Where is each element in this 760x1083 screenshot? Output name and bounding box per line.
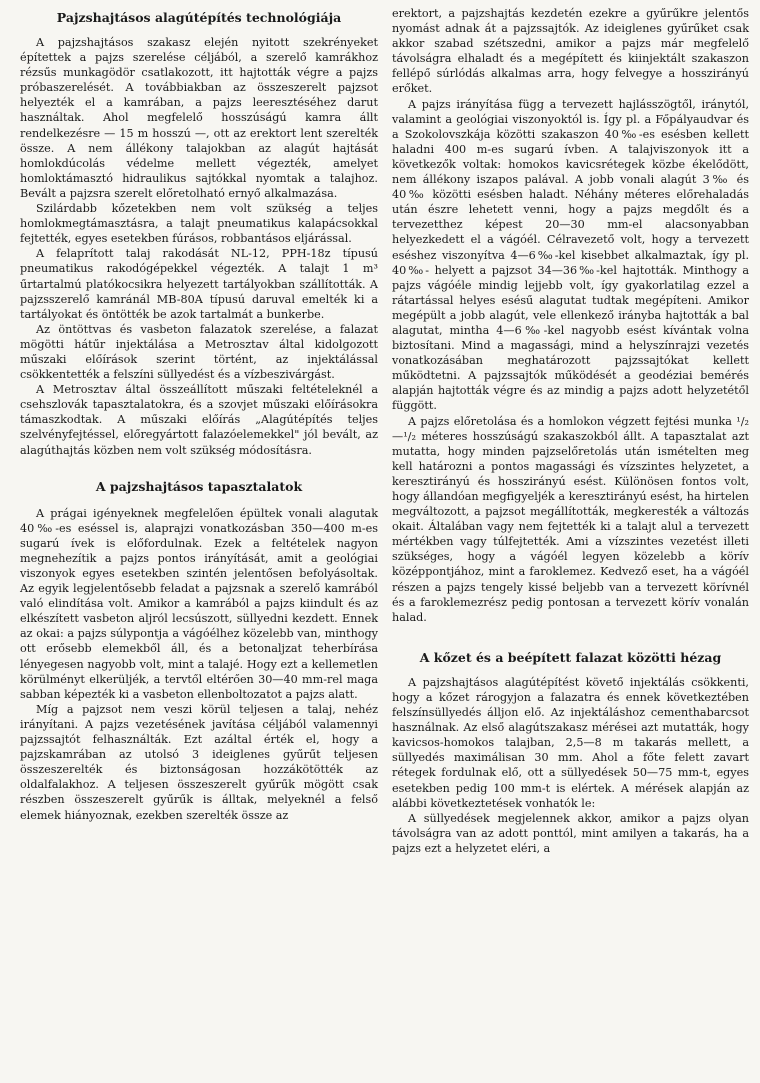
section-heading-experiences: A pajzshajtásos tapasztalatok bbox=[95, 478, 303, 494]
paragraph: A pajzshajtásos alagútépítést követő injektálás csökkenti, hogy a kőzet rárogyjon a falazatra és ennek következtében felszínsüllyedés álljon elő. Az injektáláshoz cementhabarcsot használnak. Az első alagútszakasz mérései azt mutatták, hogy kavicsos-homokos talajban, 2,5—8 m takarás mellett, a süllyedés maximálisan 30 mm. Ahol a főte felett zavart rétegek fordulnak elő, ott a süllyedések 50—75 mm-t, egyes esetekben pedig 100 mm-t is elértek. A mérések alapján az alábbi következtetések vonhatók le: bbox=[392, 675, 749, 810]
right-column bbox=[392, 6, 749, 1083]
paragraph: A pajzs előretolása és a homlokon végzett fejtési munka ¹/₂—¹/₂ méteres hosszúságú szakaszokból állt. A tapasztalat azt mutatta, hogy minden pajzselőretolás után ismételten meg kell határozni a pontos magassági és vízszintes helyzetet, a keresztirányú és hosszirányú esést. Különösen fontos volt, hogy állandóan megfigyeljék a keresztirányú esést, ha hirtelen megváltozott, a pajzsot megállították, megkeresték a változás okait. Általában vagy nem fejtették ki a talajt alul a tervezett mértékben vagy túlfejtették. Ami a vízszintes vezetést illeti szükséges, hogy a vágóél legyen közelebb a körív középpontjához, mint a faroklemez. Kedvező eset, ha a vágóél részen a pajzs tengely kissé beljebb van a tervezett körívnél és a faroklemezrész pedig pontosan a tervezett körív vonalán halad. bbox=[392, 414, 749, 624]
paragraph: Az öntöttvas és vasbeton falazatok szerelése, a falazat mögötti hátűr injektálása a Metrosztav által kidolgozott műszaki előírások szerint történt, az injektálással csökkentették a felszíni süllyedést és a vízbeszivárgást. bbox=[20, 322, 378, 382]
paragraph: A Metrosztav által összeállított műszaki feltételeknél a csehszlovák tapasztalatokra, és a szovjet műszaki előírásokra támaszkodtak. A műszaki előírás „Alagútépítés teljes szelvényfejtéssel, előregyártott falazóelemekkel" jól bevált, az alagúthajtás közben nem volt szükség módosításra. bbox=[20, 383, 378, 457]
paragraph: A süllyedések megjelennek akkor, amikor a pajzs olyan távolságra van az adott ponttól, mint amilyen a takarás, ha a pajzs ezt a helyzetet eléri, a bbox=[392, 811, 749, 855]
paragraph: A pajzs irányítása függ a tervezett hajlásszögtől, iránytól, valamint a geológiai viszonyoktól is. Így pl. a Főpályaudvar és a Szokolovszkája közötti szakaszon 40‰-es esésben kellett haladni 400 m-es sugarú ívben. A talajviszonyok itt a következők voltak: homokos kavicsrétegek közbe ékelődött, nem állékony iszapos palával. A jobb vonali alagút 3‰ és 40‰ közötti esésben haladt. Néhány méteres előrehaladás után észre lehetett venni, hogy a pajzs megdőlt és a tervezetthez képest 20—30 mm-el alacsonyabban helyezkedett el a vágóél. Célravezető volt, hogy a tervezett eséshez viszonyítva 4—6‰-kel kisebbet alkalmaztak, így pl. 40‰- helyett a pajzsot 34—36‰-kel hajtották. Minthogy a pajzs vágóéle mindig lejjebb volt, így gyakorlatilag ezzel a rátartással helyes esésű alagutat tudtak megépíteni. Amikor megépült a jobb alagút, vele ellenkező irányba hajtották a bal alagutat, mintha 4—6‰-kel nagyobb esést kívántak volna biztosítani. Mind a magassági, mind a helyszínrajzi vezetés vonatkozásában meghatározott pajzssajtókat kellett működtetni. A pajzssajtók működését a geodéziai bemérés alapján hajtották végre és az mindig a pajzs adott helyzetétől függött. bbox=[392, 97, 749, 413]
paragraph: A pajzshajtásos szakasz elején nyitott szekrényeket építettek a pajzs szerelése céljából, a szerelő kamrákhoz rézsűs munkagödör csatlakozott, itt hajtották végre a pajzs próbaszerelését. A továbbiakban az összeszerelt pajzsot helyezték el a kamrában, a pajzs leeresztéséhez darut használtak. Ahol megfelelő hosszúságú kamra állt rendelkezésre — 15 m hosszú —, ott az erektort lent szerelték össze. A nem állékony talajokban az alagút hajtását homlokdúcolás védelme mellett végezték, amelyet homloktámasztó hidraulikus sajtókkal nyomtak a talajhoz. Bevált a pajzsra szerelt előretolható ernyő alkalmazása. bbox=[20, 36, 378, 200]
paragraph: Míg a pajzsot nem veszi körül teljesen a talaj, nehéz irányítani. A pajzs vezetésének javítása céljából valamennyi pajzssajtót felhasználták. Ezt azáltal érték el, hogy a pajzskamrában az utolsó 3 ideiglenes gyűrűt teljesen összeszerelték és biztonságosan hozzákötötték az oldalfalakhoz. A teljesen összeszerelt gyűrűk mögött csak részben összeszerelt gyűrűk is álltak, melyeknél a felső elemek hiányoznak, ezekben szerelték össze az bbox=[20, 702, 378, 822]
paragraph-continued: erektort, a pajzshajtás kezdetén ezekre a gyűrűkre jelentős nyomást adnak át a pajzssajtók. Az ideiglenes gyűrűket csak akkor szabad szétszedni, amikor a pajzs már megfelelő távolságra elhaladt és a megépített és kiinjektált szakaszon fellépő súrlódás alkalmas arra, hogy felvegye a hosszirányú erőket. bbox=[392, 7, 749, 96]
paragraph: A felaprított talaj rakodását NL-12, PPH-18z típusú pneumatikus rakodógépekkel végezték. A talajt 1 m³ űrtartalmú platókocsikra helyezett tartályokban szállították. A pajzsszerelő kamránál MB-80A típusú daruval emelték ki a tartályokat és öntötték be azok tartalmát a bunkerbe. bbox=[20, 247, 378, 321]
paragraph: A prágai igényeknek megfelelően épültek vonali alagutak 40‰-es eséssel is, alaprajzi vonatkozásban 350—400 m-es sugarú ívek is előfordulnak. Ezek a feltételek nagyon megnehezítik a pajzs pontos irányítását, amit a geológiai viszonyok egyes esetekben szintén jelentősen befolyásoltak. Az egyik legjelentősebb feladat a pajzsnak a szerelő kamrából való elindítása volt. Amikor a kamrából a pajzs kiindult és az elkészített vasbeton aljról lecsúszott, süllyedni kezdett. Ennek az okai: a pajzs súlypontja a vágóélhez közelebb van, minthogy ott erősebb elemekből áll, és a betonaljzat teherbírása lényegesen nagyobb volt, mint a talajé. Hogy ezt a kellemetlen körülményt elkerüljék, a tervtől eltérően 30—40 mm-rel maga sabban képezték ki a vasbeton ellenboltozatot a pajzs alatt. bbox=[20, 506, 378, 701]
section-heading-gap: A kőzet és a beépített falazat közötti hézag bbox=[419, 649, 722, 665]
paragraph: Szilárdabb kőzetekben nem volt szükség a teljes homlokmegtámasztásra, a talajt pneumatikus kalapácsokkal fejtették, egyes esetekben fúrásos, robbantásos eljárással. bbox=[20, 202, 378, 246]
section-heading-technology: Pajzshajtásos alagútépítés technológiája bbox=[56, 10, 342, 25]
left-column bbox=[20, 6, 378, 1083]
